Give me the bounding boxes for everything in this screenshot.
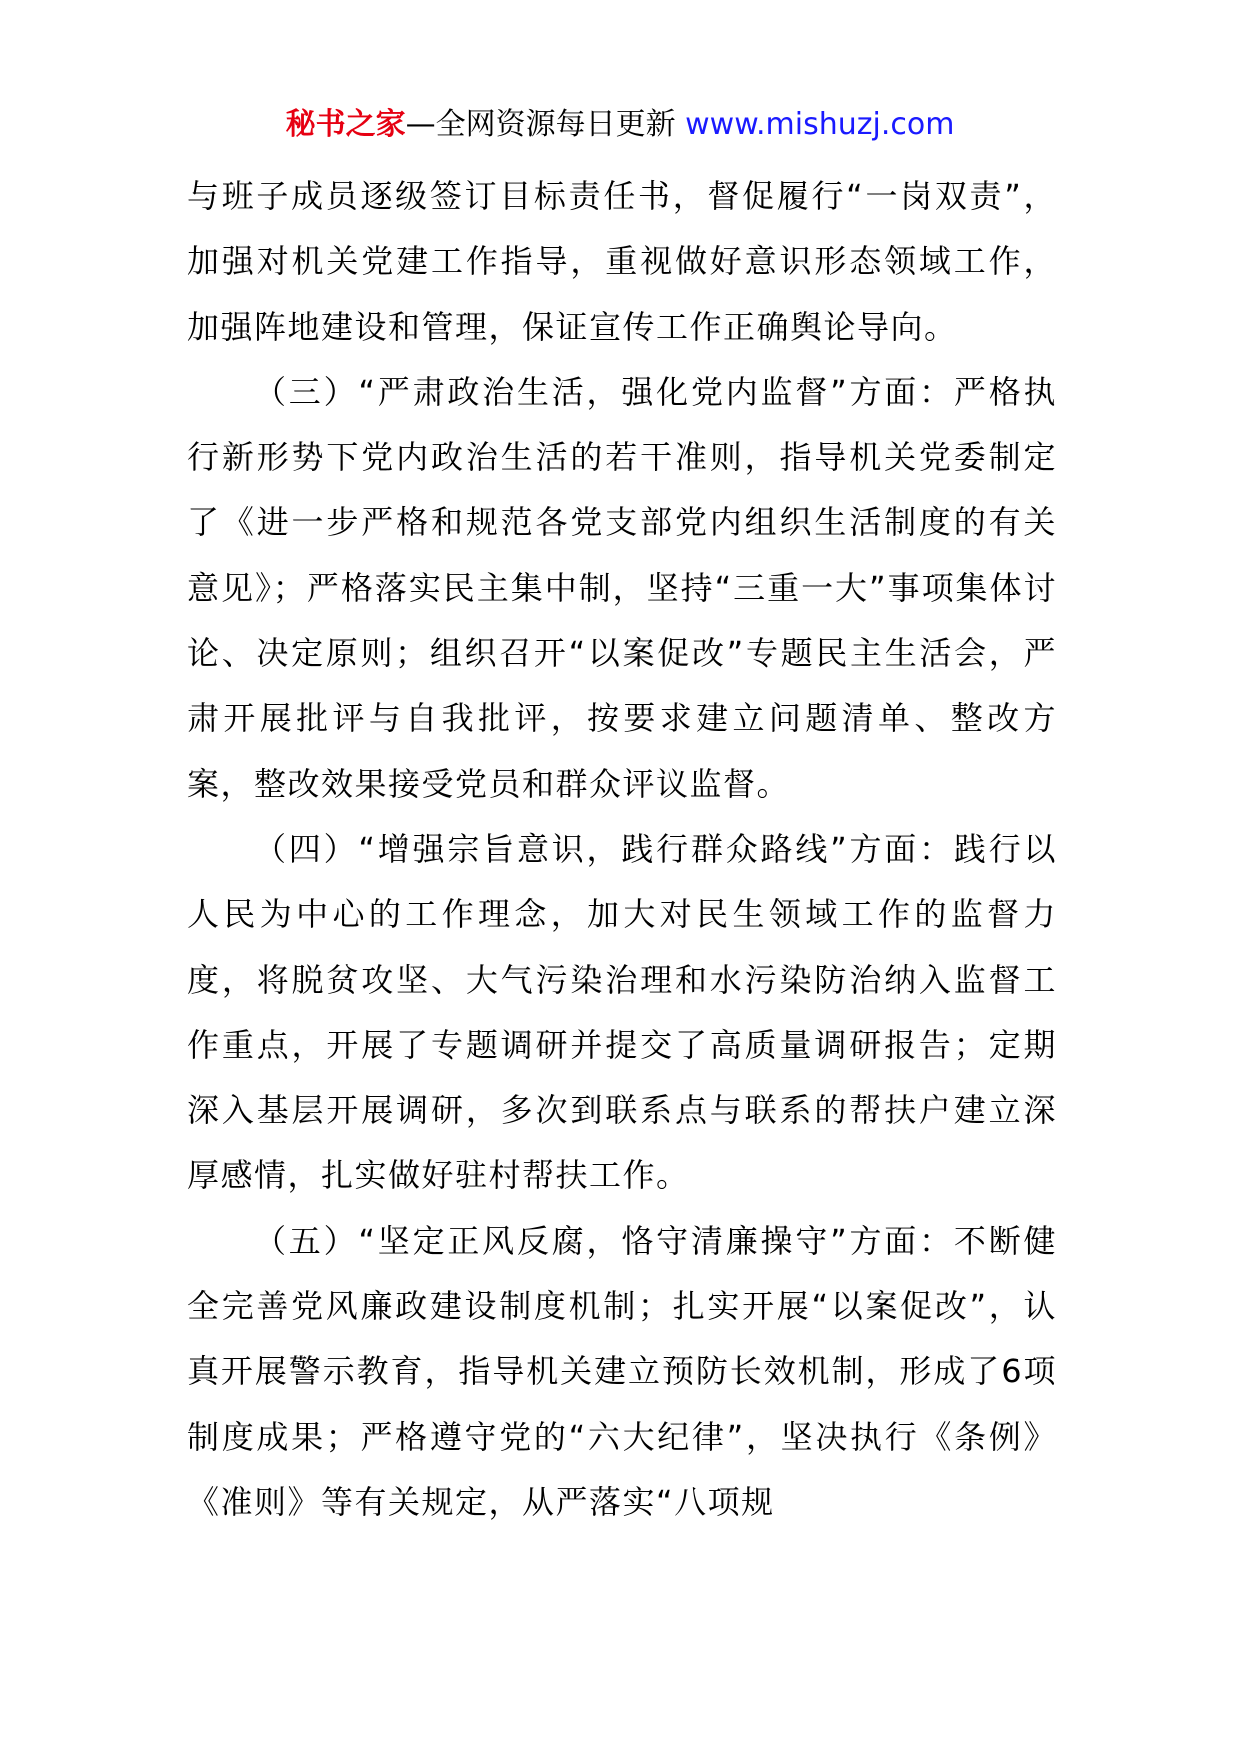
site-header bbox=[0, 103, 1240, 147]
paragraph-continued: 与班子成员逐级签订目标责任书，督促履行“一岗双责”，加强对机关党建工作指导，重视做好意识形态领域工作，加强阵地建设和管理，保证宣传工作正确舆论导向。 bbox=[187, 177, 1057, 346]
document-body bbox=[187, 164, 1057, 1535]
paragraph-section-4: （四）“增强宗旨意识，践行群众路线”方面：践行以人民为中心的工作理念，加大对民生领域工作的监督力度，将脱贫攻坚、大气污染治理和水污染防治纳入监督工作重点，开展了专题调研并提交了高质量调研报告；定期深入基层开展调研，多次到联系点与联系的帮扶户建立深厚感情，扎实做好驻村帮扶工作。 bbox=[187, 829, 1057, 1195]
site-brand: 秘书之家 bbox=[285, 107, 406, 142]
site-url: www.mishuzj.com bbox=[685, 107, 955, 142]
paragraph-section-5: （五）“坚定正风反腐，恪守清廉操守”方面：不断健全完善党风廉政建设制度机制；扎实开展“以案促改”，认真开展警示教育，指导机关建立预防长效机制，形成了6项制度成果；严格遵守党的“六大纪律”，坚决执行《条例》《准则》等有关规定，从严落实“八项规 bbox=[187, 1221, 1057, 1521]
site-tagline: —全网资源每日更新 bbox=[405, 107, 686, 142]
paragraph-section-3: （三）“严肃政治生活，强化党内监督”方面：严格执行新形势下党内政治生活的若干准则，指导机关党委制定了《进一步严格和规范各党支部党内组织生活制度的有关意见》；严格落实民主集中制，坚持“三重一大”事项集体讨论、决定原则；组织召开“以案促改”专题民主生活会，严肃开展批评与自我批评，按要求建立问题清单、整改方案，整改效果接受党员和群众评议监督。 bbox=[187, 372, 1057, 803]
